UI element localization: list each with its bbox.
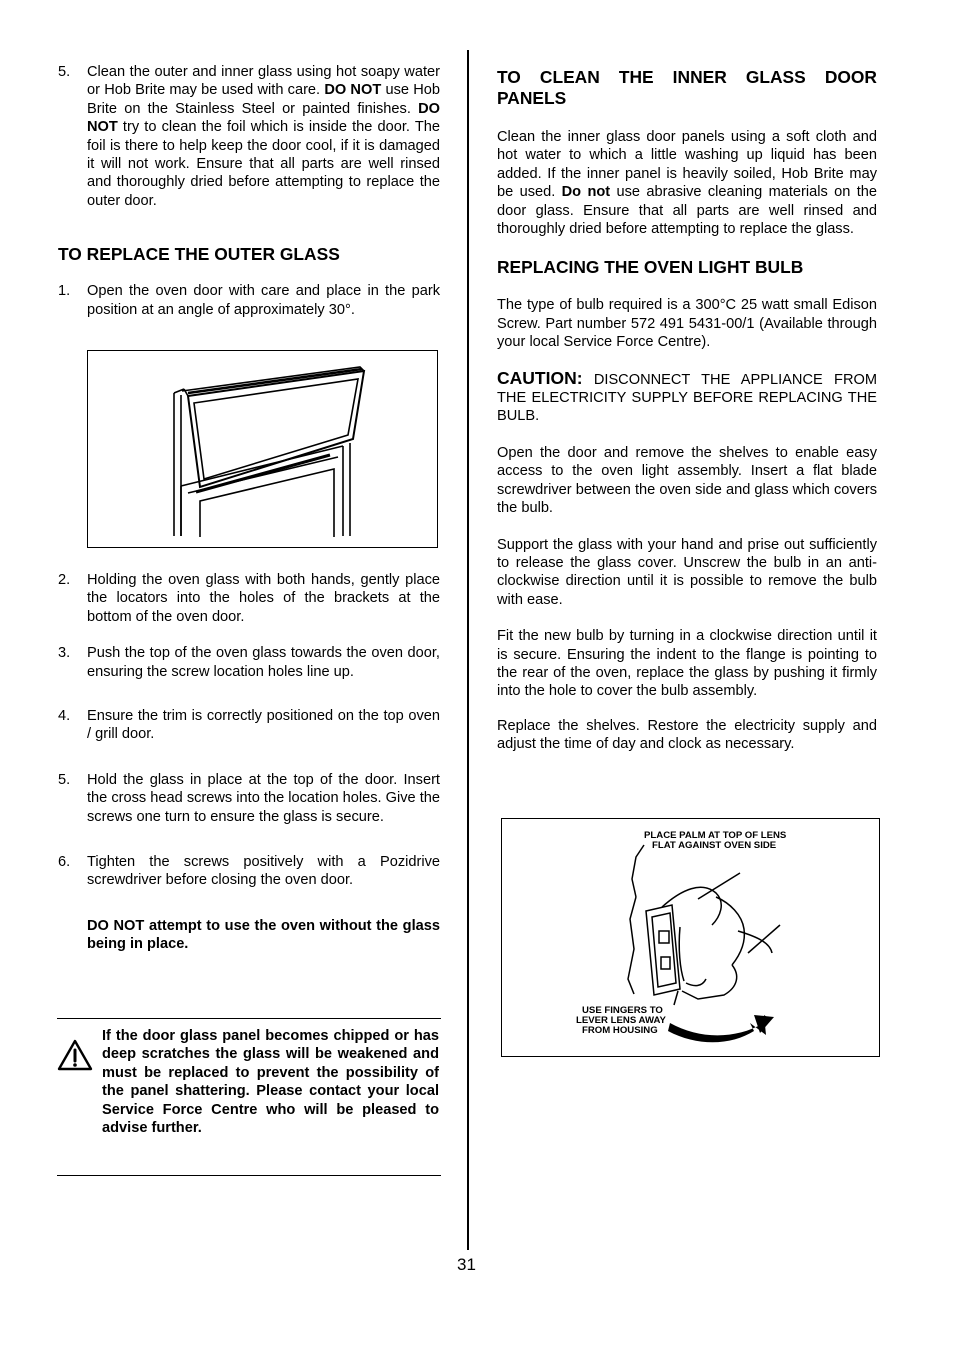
replace-step-3: 3. Push the top of the oven glass towards the oven door, ensuring the screw location holes line up. [58,645,440,680]
caution-label: CAUTION: [497,367,583,388]
inner-glass-paragraph: Clean the inner glass door panels using a soft cloth and hot water to which a little washing up liquid has been added. If the inner panel is heavily soiled, Hob Brite may be used. Do not use abrasive cleaning materials on the door glass. Ensure that all parts are well rinsed and thoroughly dried before attempting to replace the glass. [497,129,878,238]
label-bottom-3: FROM HOUSING [582,1025,658,1036]
step-text: Clean the outer and inner glass using hot soapy water or Hob Brite may be used with care. DO NOT use Hob Brite on the Stainless Steel or painted finishes. DO NOT try to clean the foil which is inside the door. The foil is there to help keep the door cool, if it is damaged it will not work. Ensure that all parts are well rinsed and thoroughly dried before attempting to replace the outer door. [87,64,440,209]
replace-step-1: 1. Open the oven door with care and place in the park position at an angle of approximately 30°. [58,283,440,318]
replace-step-6: 6. Tighten the screws positively with a Pozidrive screwdriver before closing the oven door. [58,854,440,889]
warning-triangle-icon [57,1039,93,1071]
figure-remove-lens [501,818,880,1057]
clean-step-5 [58,63,440,210]
label-bottom-2: LEVER LENS AWAY [576,1015,666,1026]
open-door-paragraph: Open the door and remove the shelves to enable easy access to the oven light assembly. Insert a flat blade screwdriver between the oven side and glass which covers the bulb. [497,444,877,517]
label-top-2: FLAT AGAINST OVEN SIDE [652,840,777,851]
replace-shelves-paragraph: Replace the shelves. Restore the electricity supply and adjust the time of day and clock as necessary. [497,717,877,753]
replace-step-4: 4. Ensure the trim is correctly positioned on the top oven / grill door. [58,708,440,743]
caution-paragraph: CAUTION: DISCONNECT THE APPLIANCE FROM THE ELECTRICITY SUPPLY BEFORE REPLACING THE BULB. [497,367,877,425]
page-number: 31 [457,1255,476,1274]
heading-replace-bulb: REPLACING THE OVEN LIGHT BULB [497,257,804,278]
heading-clean-inner-glass: TO CLEAN THE INNER GLASS DOOR PANELS [497,67,877,108]
oven-door-illustration [88,351,436,546]
lens-removal-illustration [502,819,878,1055]
label-top-1: PLACE PALM AT TOP OF LENS [644,830,787,841]
step-number: 5. [58,64,71,80]
warning-box [57,1018,441,1176]
fit-bulb-paragraph: Fit the new bulb by turning in a clockwise direction until it is secure. Ensuring the indent to the flange is pointing to the rear of the oven, replace the glass by pushing it firmly into the hole to cover the bulb assembly. [497,628,877,700]
warning-text: If the door glass panel becomes chipped or has deep scratches the glass will be weakened and must be replaced to prevent the possibility of the panel shattering. Please contact your local Service Force Centre who will be pleased to advise further. [102,1028,439,1137]
bulb-paragraph: The type of bulb required is a 300°C 25 watt small Edison Screw. Part number 572 491 5431-00/1 (Available through your local Service Force Centre). [497,297,877,351]
heading-replace-outer-glass: TO REPLACE THE OUTER GLASS [58,244,340,265]
column-divider [467,50,469,1250]
figure-oven-door [87,350,438,548]
replace-step-5: 5. Hold the glass in place at the top of the door. Insert the cross head screws into the location holes. Give the screws one turn to ensure the glass is secure. [58,771,440,825]
do-not-note: DO NOT attempt to use the oven without the glass being in place. [87,917,440,953]
left-column [58,63,440,319]
label-bottom-1: USE FINGERS TO [582,1005,663,1016]
right-column [497,67,877,754]
replace-step-2: 2. Holding the oven glass with both hands, gently place the locators into the holes of the brackets at the bottom of the oven door. [58,572,440,625]
support-glass-paragraph: Support the glass with your hand and prise out sufficiently to release the glass cover. Unscrew the bulb in an anti-clockwise direction until it is possible to remove the bulb with ease. [497,536,877,608]
left-column-steps [58,571,440,954]
